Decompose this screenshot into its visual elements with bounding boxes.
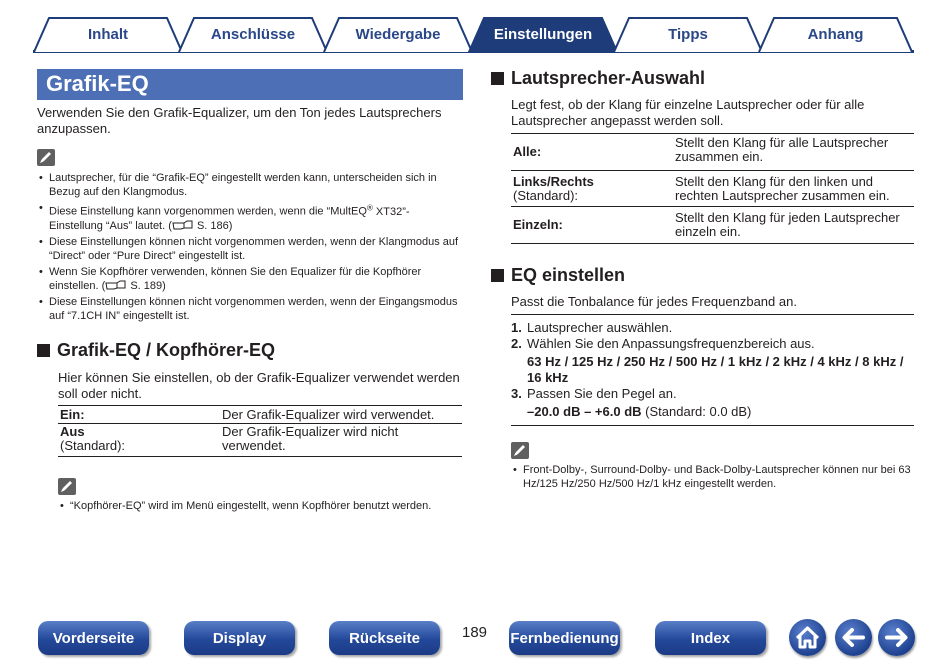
steps-top-rule (511, 314, 914, 315)
option-value: Der Grafik-Equalizer wird verwendet. (222, 407, 435, 422)
page-title-bar (37, 69, 463, 100)
option-key: Ein: (60, 407, 85, 422)
option-value: Der Grafik-Equalizer wird nicht verwendet. (222, 424, 399, 453)
step-item: 1. Lautsprecher auswählen. (511, 320, 673, 335)
notes-list (37, 171, 462, 325)
section2-intro-right: Passt die Tonbalance für jedes Frequenzband an. (511, 294, 797, 309)
option-key: Alle: (513, 143, 542, 159)
steps-list (511, 320, 914, 420)
table-bottom-rule (511, 243, 914, 244)
steps-bottom-rule (511, 425, 914, 426)
table-row (511, 170, 914, 206)
note-pencil-icon (511, 442, 529, 459)
intro-text: Verwenden Sie den Grafik-Equalizer, um den Ton jedes Lautsprechers anzupassen. (37, 105, 442, 136)
table-row (511, 134, 914, 170)
option-key: Aus (Standard): (60, 424, 126, 453)
section1-intro: Legt fest, ob der Klang für einzelne Lautsprecher oder für alle Lautsprecher angepasst werden soll. (511, 97, 865, 128)
note-pencil-icon (37, 149, 55, 166)
notes-list-2 (58, 499, 463, 515)
section-heading-lautsprecher-auswahl: Lautsprecher-Auswahl (491, 68, 705, 89)
tab-tipps[interactable]: Tipps (613, 17, 763, 52)
reference-hand-icon (105, 279, 127, 290)
section2-intro: Hier können Sie einstellen, ob der Grafik-Equalizer verwendet werden soll oder nicht. (58, 370, 460, 401)
tab-inhalt[interactable]: Inhalt (33, 17, 183, 52)
note-item: • Front-Dolby-, Surround-Dolby- und Back-Dolby-Lautsprecher können nur bei 63 Hz/125 Hz/250 Hz/500 Hz/1 kHz eingestellt werden. (511, 463, 914, 491)
nav-display-button[interactable]: Display (184, 621, 295, 655)
note-item: • Diese Einstellungen können nicht vorgenommen werden, wenn der Klangmodus auf “Direct” oder “Pure Direct” eingestellt ist. (37, 235, 462, 263)
option-value: Stellt den Klang für alle Lautsprecher zusammen ein. (675, 135, 889, 164)
tab-anhang[interactable]: Anhang (758, 17, 913, 52)
note-item: • Wenn Sie Kopfhörer verwenden, können Sie den Equalizer für die Kopfhörer einstellen. ( S. 189) (37, 265, 462, 293)
home-icon[interactable] (789, 619, 826, 656)
nav-rueckseite-button[interactable]: Rückseite (329, 621, 440, 655)
section-heading-grafik-eq-kopfhoerer: Grafik-EQ / Kopfhörer-EQ (37, 340, 275, 361)
option-value: Stellt den Klang für den linken und rechten Lautsprecher zusammen ein. (675, 173, 890, 203)
note-item: • Diese Einstellung kann vorgenommen werden, wenn die “MultEQ® XT32”-Einstellung “Aus” lautet. ( S. 186) (37, 201, 462, 233)
square-bullet-icon (37, 344, 50, 357)
step-item: 2. Wählen Sie den Anpassungsfrequenzbereich aus. (511, 336, 815, 351)
grafik-eq-options-table (58, 407, 462, 454)
arrow-left-icon[interactable] (835, 619, 872, 656)
table-row (511, 206, 914, 243)
tab-einstellungen[interactable]: Einstellungen (468, 17, 618, 52)
reference-hand-icon (172, 219, 194, 230)
nav-index-button[interactable]: Index (655, 621, 766, 655)
level-range: –20.0 dB – +6.0 dB (Standard: 0.0 dB) (527, 404, 752, 419)
table-top-rule (58, 405, 462, 406)
page-number: 189 (462, 624, 488, 641)
square-bullet-icon (491, 72, 504, 85)
note-item: • “Kopfhörer-EQ” wird im Menü eingestellt, wenn Kopfhörer benutzt werden. (58, 499, 463, 513)
speaker-selection-table (511, 134, 914, 243)
frequency-list: 63 Hz / 125 Hz / 250 Hz / 500 Hz / 1 kHz / 2 kHz / 4 kHz / 8 kHz / 16 kHz (527, 354, 904, 385)
note-item: • Lautsprecher, für die “Grafik-EQ” eingestellt werden kann, unterscheiden sich in Bezug auf den Klangmodus. (37, 171, 462, 199)
note-item: • Diese Einstellungen können nicht vorgenommen werden, wenn der Eingangsmodus auf “7.1CH IN” eingestellt ist. (37, 295, 462, 323)
notes-list-right (511, 463, 914, 493)
option-value: Stellt den Klang für jeden Lautsprecher einzeln ein. (675, 209, 900, 239)
tab-wiedergabe[interactable]: Wiedergabe (323, 17, 473, 52)
step-item: 3. Passen Sie den Pegel an. (511, 386, 677, 401)
option-key: Einzeln: (513, 216, 563, 232)
nav-fernbedienung-button[interactable]: Fernbedienung (509, 621, 620, 655)
table-bottom-rule (58, 456, 462, 457)
square-bullet-icon (491, 269, 504, 282)
tab-bar (0, 0, 950, 56)
table-row (58, 407, 462, 424)
tab-anschluesse[interactable]: Anschlüsse (178, 17, 328, 52)
note-pencil-icon (58, 478, 76, 495)
option-key: Links/Rechts (Standard): (513, 173, 594, 203)
page-title: Grafik-EQ (46, 71, 149, 96)
nav-vorderseite-button[interactable]: Vorderseite (38, 621, 149, 655)
arrow-right-icon[interactable] (878, 619, 915, 656)
section-heading-eq-einstellen: EQ einstellen (491, 265, 625, 286)
table-row (58, 424, 462, 455)
